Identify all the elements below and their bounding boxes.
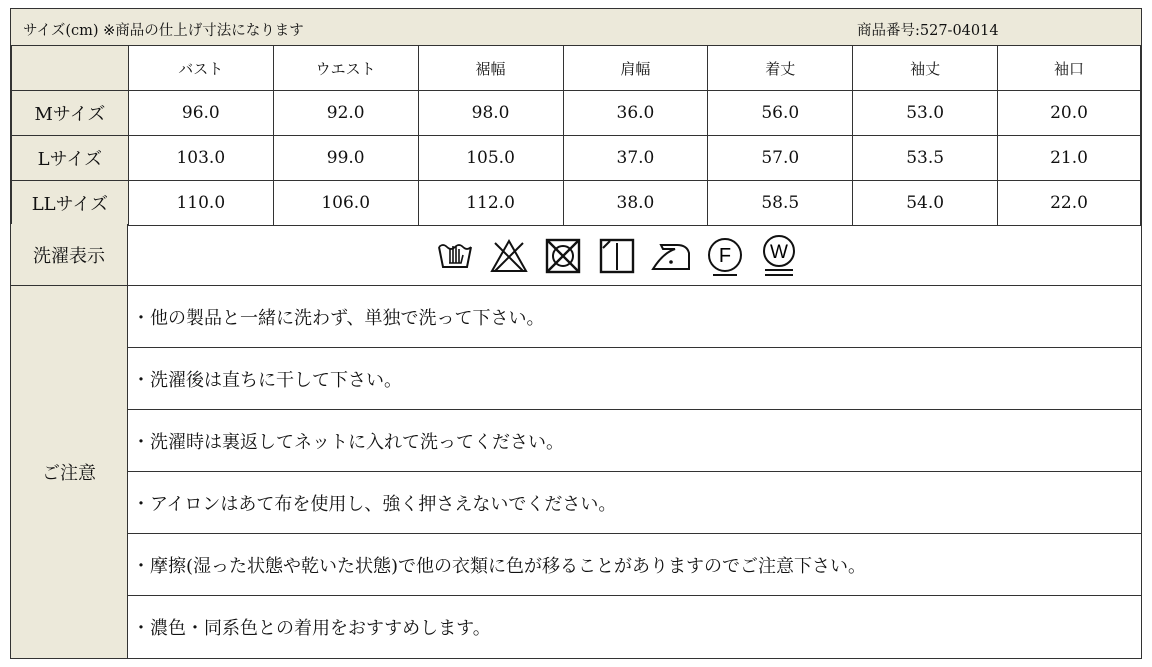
table-cell: 53.5 (853, 136, 998, 181)
header-bar (11, 9, 1141, 46)
column-header: 肩幅 (563, 46, 708, 91)
corner-cell (12, 46, 129, 91)
product-number: 商品番号:527-04014 (857, 23, 999, 39)
table-cell: 106.0 (273, 181, 418, 226)
care-icons (435, 233, 799, 277)
column-header: 袖口 (998, 46, 1141, 91)
wet-clean-w-icon (759, 233, 799, 277)
table-cell: 38.0 (563, 181, 708, 226)
table-cell: 20.0 (998, 91, 1141, 136)
note-item: ・摩擦(湿った状態や乾いた状態)で他の衣類に色が移ることがありますのでご注意下さい。 (128, 534, 1141, 596)
table-cell: 21.0 (998, 136, 1141, 181)
dry-clean-letter: F (718, 245, 732, 267)
table-cell: 57.0 (708, 136, 853, 181)
no-tumble-dry-icon (543, 233, 583, 277)
column-header: ウエスト (273, 46, 418, 91)
table-cell: 58.5 (708, 181, 853, 226)
size-title: サイズ(cm) ※商品の仕上げ寸法になります (23, 23, 304, 39)
table-cell: 92.0 (273, 91, 418, 136)
wet-clean-letter: W (770, 242, 788, 263)
table-cell: 110.0 (128, 181, 273, 226)
column-header: 着丈 (708, 46, 853, 91)
note-item: ・洗濯後は直ちに干して下さい。 (128, 348, 1141, 410)
table-cell: 36.0 (563, 91, 708, 136)
care-label: 洗濯表示 (11, 224, 128, 285)
no-bleach-icon (489, 233, 529, 277)
size-chart (10, 8, 1142, 659)
table-cell: 112.0 (418, 181, 563, 226)
table-row (12, 136, 1141, 181)
note-item: ・他の製品と一緒に洗わず、単独で洗って下さい。 (128, 286, 1141, 348)
table-cell: 54.0 (853, 181, 998, 226)
dry-clean-f-icon (705, 233, 745, 277)
line-dry-icon (597, 233, 637, 277)
column-header: 袖丈 (853, 46, 998, 91)
table-cell: 105.0 (418, 136, 563, 181)
note-item: ・アイロンはあて布を使用し、強く押さえないでください。 (128, 472, 1141, 534)
notes-section (11, 286, 1141, 658)
table-cell: 103.0 (128, 136, 273, 181)
note-item: ・濃色・同系色との着用をおすすめします。 (132, 618, 491, 639)
row-label: LLサイズ (12, 181, 129, 226)
table-cell: 22.0 (998, 181, 1141, 226)
table-cell: 99.0 (273, 136, 418, 181)
column-header: バスト (128, 46, 273, 91)
iron-low-icon (651, 233, 691, 277)
note-item: ・洗濯時は裏返してネットに入れて洗ってください。 (128, 410, 1141, 472)
table-cell: 96.0 (128, 91, 273, 136)
table-cell: 56.0 (708, 91, 853, 136)
table-cell: 37.0 (563, 136, 708, 181)
hand-wash-icon (435, 233, 475, 277)
table-cell: 98.0 (418, 91, 563, 136)
table-row (12, 91, 1141, 136)
row-label: Mサイズ (12, 91, 129, 136)
row-label: Lサイズ (12, 136, 129, 181)
table-row (12, 181, 1141, 226)
size-table (11, 45, 1141, 226)
notes-label: ご注意 (11, 286, 128, 658)
column-header-row (12, 46, 1141, 91)
column-header: 裾幅 (418, 46, 563, 91)
table-cell: 53.0 (853, 91, 998, 136)
care-label-row (11, 224, 1141, 286)
